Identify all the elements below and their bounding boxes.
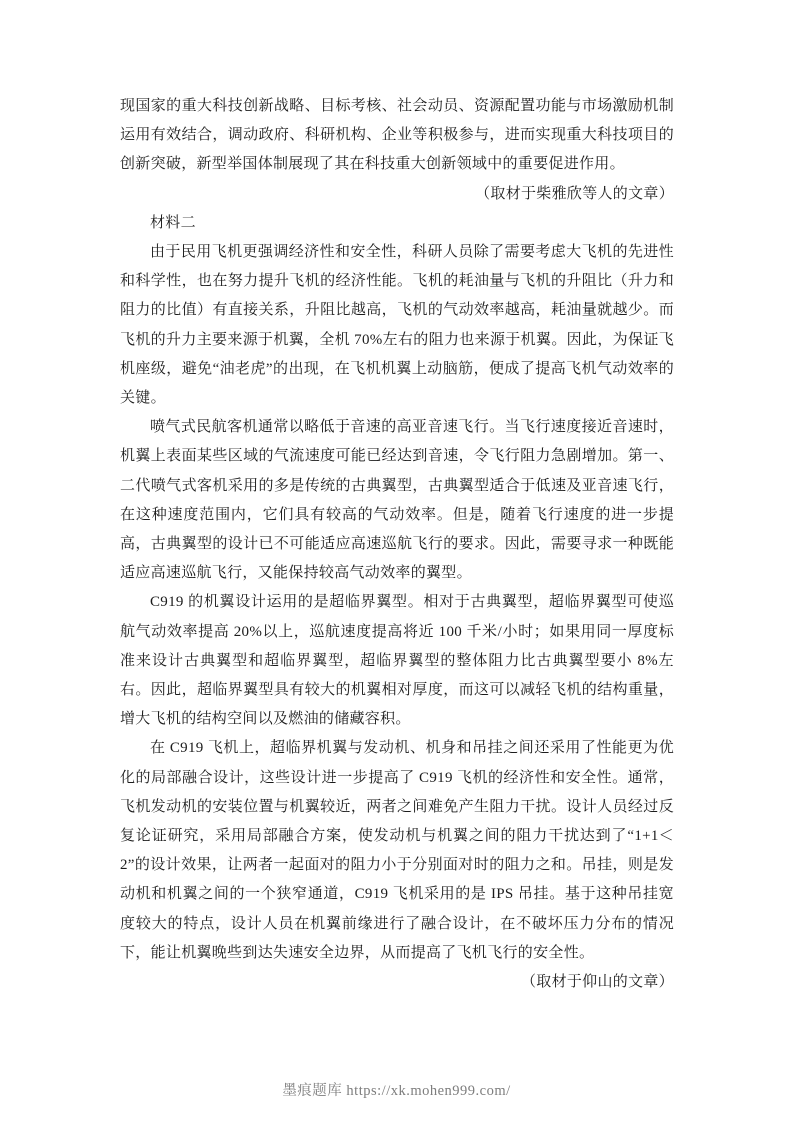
section-heading-material-two: 材料二 — [150, 214, 196, 231]
footer-watermark-credit: 墨痕题库 https://xk.mohen999.com/ — [282, 1083, 511, 1099]
body-paragraph: C919 的机翼设计运用的是超临界翼型。相对于古典翼型，超临界翼型可使巡航气动效率提高 20%以上，巡航速度提高将近 100 千米/小时；如果用同一厚度标准来设计古典翼型和超临界翼型，超临界翼型的整体阻力比古典翼型要小 8%左右。因此，超临界翼型具有较大的机翼相对厚度，而这可以减轻飞机的结构重量，增大飞机的结构空间以及燃油的储藏容积。 — [120, 594, 674, 728]
body-paragraph: 由于民用飞机更强调经济性和安全性，科研人员除了需要考虑大飞机的先进性和科学性，也在努力提升飞机的经济性能。飞机的耗油量与飞机的升阻比（升力和阻力的比值）有直接关系，升阻比越高，飞机的气动效率越高，耗油量就越少。而飞机的升力主要来源于机翼，全机 70%左右的阻力也来源于机翼。因此，为保证飞机座级，避免“油老虎”的出现，在飞机机翼上动脑筋，便成了提高飞机气动效率的关键。 — [120, 244, 674, 407]
attribution-line-material-one: （取材于柴雅欣等人的文章） — [475, 185, 674, 202]
body-paragraph-continuation: 现国家的重大科技创新战略、目标考核、社会动员、资源配置功能与市场激励机制运用有效结合，调动政府、科研机构、企业等积极参与，进而实现重大科技项目的创新突破，新型举国体制展现了其在科技重大创新领域中的重要促进作用。 — [120, 98, 674, 173]
attribution-line-material-two: （取材于仰山的文章） — [520, 974, 674, 991]
body-paragraph: 喷气式民航客机通常以略低于音速的高亚音速飞行。当飞行速度接近音速时，机翼上表面某些区域的气流速度可能已经达到音速，令飞行阻力急剧增加。第一、二代喷气式客机采用的多是传统的古典翼型，古典翼型适合于低速及亚音速飞行，在这种速度范围内，它们具有较高的气动效率。但是，随着飞行速度的进一步提高，古典翼型的设计已不可能适应高速巡航飞行的要求。因此，需要寻求一种既能适应高速巡航飞行，又能保持较高气动效率的翼型。 — [120, 419, 674, 582]
body-paragraph: 在 C919 飞机上，超临界机翼与发动机、机身和吊挂之间还采用了性能更为优化的局部融合设计，这些设计进一步提高了 C919 飞机的经济性和安全性。通常，飞机发动机的安装位置与机翼较近，两者之间难免产生阻力干扰。设计人员经过反复论证研究，采用局部融合方案，使发动机与机翼之间的阻力干扰达到了“1+1＜2”的设计效果，让两者一起面对的阻力小于分别面对时的阻力之和。吊挂，则是发动机和机翼之间的一个狭窄通道，C919 飞机采用的是 IPS 吊挂。基于这种吊挂宽度较大的特点，设计人员在机翼前缘进行了融合设计，在不破坏压力分布的情况下，能让机翼晚些到达失速安全边界，从而提高了飞机飞行的安全性。 — [120, 740, 674, 961]
